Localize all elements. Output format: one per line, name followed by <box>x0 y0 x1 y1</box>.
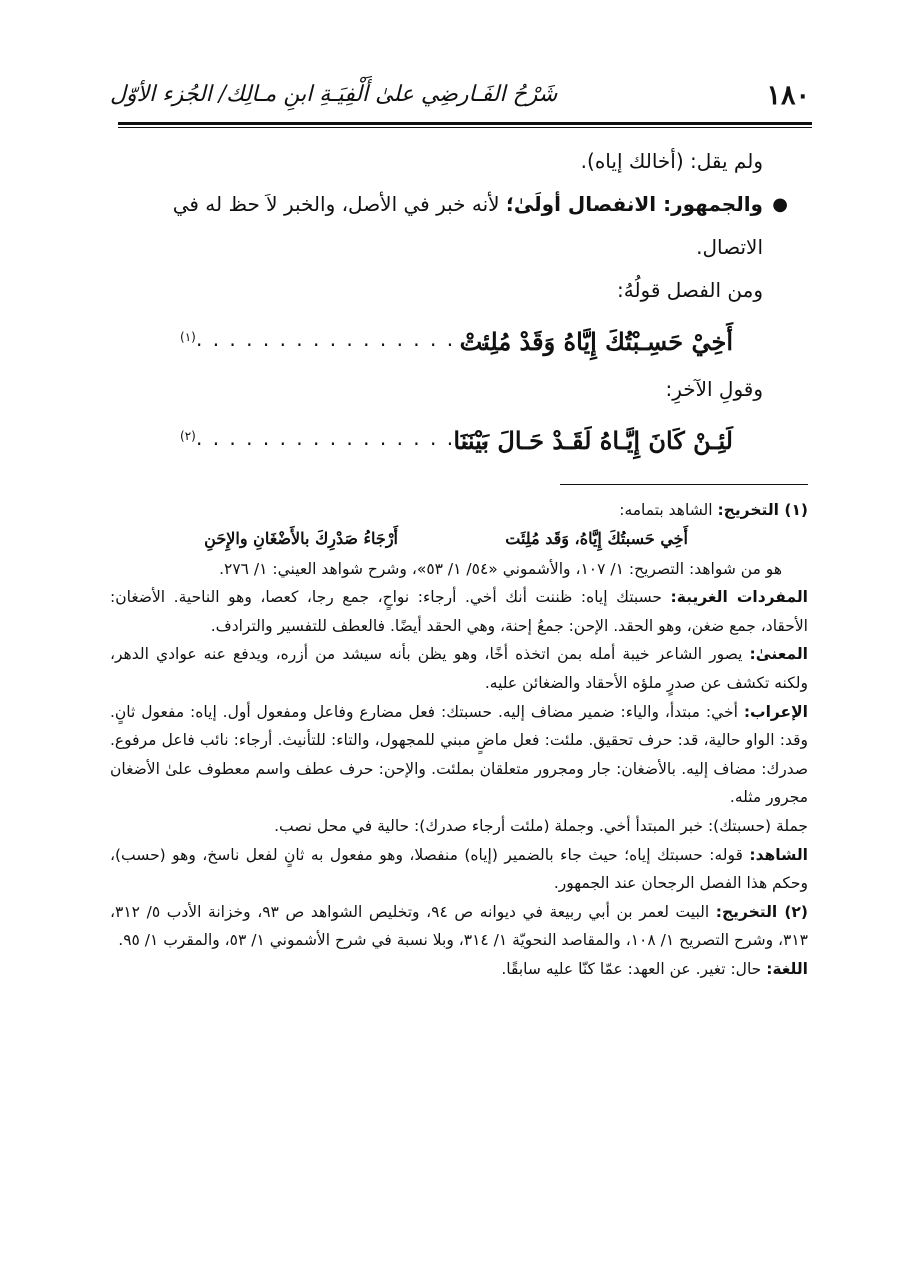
verse-hemistich: أَخِيْ حَسِـبْتُكَ إِيَّاهُ وَقَدْ مُلِئتْ <box>459 327 733 356</box>
footnote-lugha <box>110 955 808 984</box>
header-rule-thick <box>118 122 812 125</box>
footnote-label: المعنىٰ: <box>749 645 808 664</box>
verse-line-1 <box>118 312 808 368</box>
verse-dots: . . . . . . . . . . . . . . . . . . <box>196 327 489 351</box>
footnote-text: قوله: حسبتك إياه؛ حيث جاء بالضمير (إياه) منفصلا، وهو مفعول به ثانٍ لفعل ناسخ، وهو (حسب)، وحكم هذا الفصل الرجحان عند الجمهور. <box>110 845 808 893</box>
running-header <box>110 78 810 122</box>
verse-second-hemistich: أَرْجَاءُ صَدْرِكَ بالأَضْغَانِ والإِحَنِ <box>204 528 398 548</box>
footnote-shahid <box>110 841 808 898</box>
header-rule-thin <box>118 127 812 128</box>
bullet-paragraph <box>118 183 808 269</box>
footnote-jumla: جملة (حسبتك): خبر المبتدأ أخي. وجملة (ملئت أرجاء صدرك): حالية في محل نصب. <box>274 816 808 835</box>
footnote-2 <box>110 898 808 955</box>
footnote-marker: (٢) <box>180 429 196 443</box>
bullet-bold-text: والجمهور: الانفصال أولَىٰ؛ <box>505 192 763 216</box>
page-number: ١٨٠ <box>766 80 810 111</box>
footnote-label: الإعراب: <box>743 702 808 721</box>
footnote-maana <box>110 640 808 697</box>
footnote-mufradat <box>110 583 808 640</box>
verse-dots: . . . . . . . . . . . . . . . . . . <box>196 426 489 450</box>
footnote-label: اللغة: <box>766 959 808 978</box>
main-text <box>118 140 808 467</box>
footnote-text: أخي: مبتدأ، والياء: ضمير مضاف إليه. حسبتك: فعل مضارع وفاعل ومفعول أول. إياه: مفعول ثانٍ. وقد: الواو حالية، قد: حرف تحقيق. ملئت: فعل ماضٍ مبني للمجهول، والتاء: للتأنيث. أرجاء: نائب فاعل مرفوع. صدرك: مضاف إليه. بالأضغان: جار ومجرور متعلقان بملئت. والإحن: حرف عطف واسم معطوف علىٰ الأضغان مجرور مثله. <box>110 702 808 807</box>
bullet-text: لأنه خبر في الأصل، والخبر لاَ حظ له في الاتصال. <box>172 192 763 259</box>
footnote-label: المفردات الغريبة: <box>670 588 808 607</box>
footnote-1-head <box>110 496 808 525</box>
footnote-sources: هو من شواهد: التصريح: ١/ ١٠٧، والأشموني «٥٤/ ١/ ٥٣»، وشرح شواهد العيني: ١/ ٢٧٦. <box>219 559 782 578</box>
bullet-icon: ● <box>772 194 788 215</box>
footnote-text: يصور الشاعر خيبة أمله بمن اتخذه أخًا، وهو يظن بأنه سيشد من أزره، ويدفع عنه عوادي الدهر، ولكنه تكشف عن صدرٍ ملؤه الأحقاد والضغائن عليه. <box>110 645 808 692</box>
footnotes <box>110 496 808 984</box>
running-title: شَرْحُ الفَـارضِي علىٰ أَلْفِيَـةِ ابنِ مـالِك/ الجُزء الأوّل <box>110 82 558 107</box>
main-line: ولم يقل: (أخالك إياه). <box>580 149 763 173</box>
footnote-marker: (١) <box>180 330 196 344</box>
footnote-text: الشاهد بتمامه: <box>619 501 718 519</box>
footnote-label: الشاهد: <box>749 845 808 864</box>
verse-hemistich: لَئِـنْ كَانَ إِيَّـاهُ لَقَـدْ حَـالَ بَيْنَنَا <box>453 426 733 455</box>
footnote-text: حسبتك إياه: ظننت أنك أخي. أرجاء: نواحٍ، جمع رجا، كعصا، وهو الناحية. الأضغان: الأحقاد، جمع ضغن، وهو الحقد. الإحن: جمعُ إحنة، وهي الحقد أيضًا. فالعطف للتفسير والترادف. <box>110 588 808 635</box>
main-line: وقولِ الآخرِ: <box>665 377 763 401</box>
footnote-text: البيت لعمر بن أبي ربيعة في ديوانه ص ٩٤، وتخليص الشواهد ص ٩٣، وخزانة الأدب ٥/ ٣١٢، ٣١٣، وشرح التصريح ١/ ١٠٨، والمقاصد النحويّة ١/ ٣١٤، وبلا نسبة في شرح الأشموني ١/ ٥٣، والمقرب ١/ ٩٥. <box>110 902 808 950</box>
footnote-label: (٢) التخريج: <box>715 902 808 921</box>
footnote-verse <box>110 525 808 555</box>
main-line: ومن الفصل قولُهُ: <box>616 278 763 302</box>
verse-line-2 <box>118 411 808 467</box>
footnote-irab <box>110 698 808 812</box>
verse-first-hemistich: أَخِي حَسبتُكَ إِيَّاهُ، وَقَد مُلِئَت <box>505 528 688 548</box>
footnote-text: حال: تغير. عن العهد: عمّا كنّا عليه سابقًا. <box>501 959 767 978</box>
footnote-label: (١) التخريج: <box>717 501 808 519</box>
footnote-separator <box>560 484 808 485</box>
